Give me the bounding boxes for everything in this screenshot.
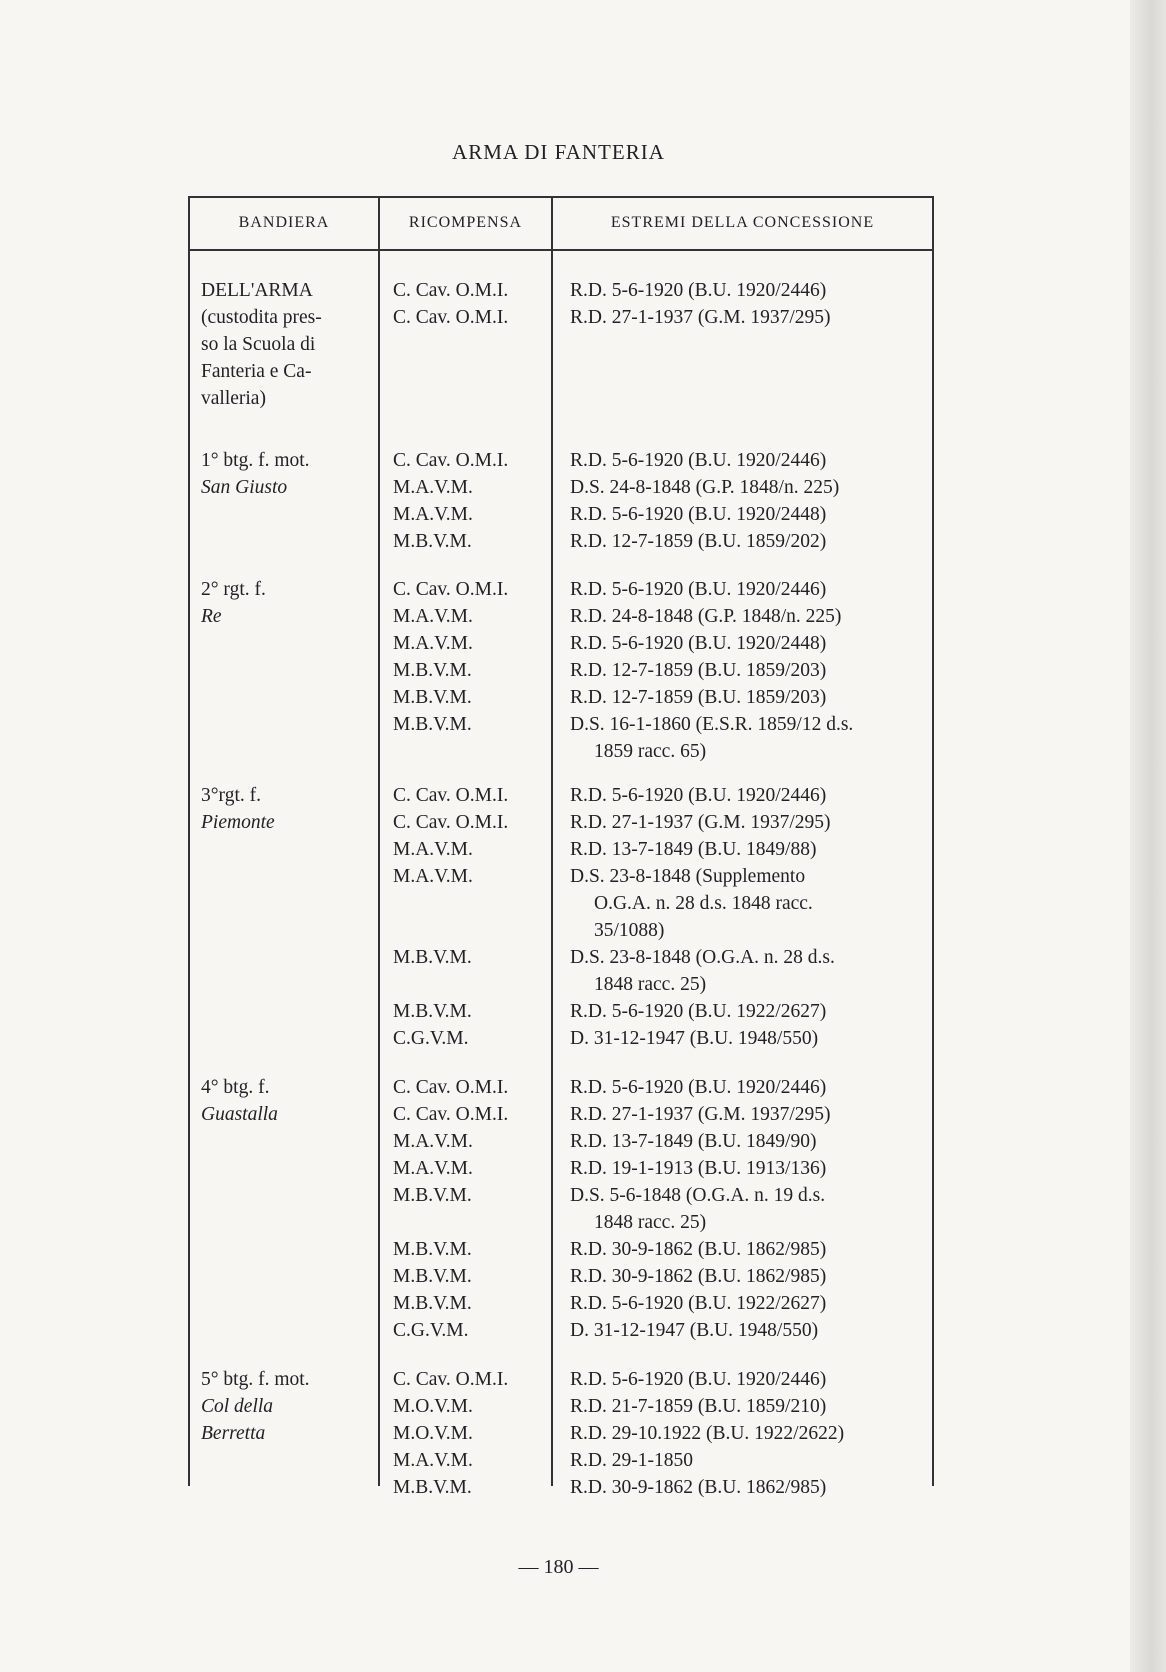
bandiera-line: 1° btg. f. mot. [201, 450, 310, 471]
header-ricompensa: RICOMPENSA [408, 214, 523, 231]
row-re-bandiera [201, 576, 266, 630]
estremi-line: R.D. 21-7-1859 (B.U. 1859/210) [570, 1396, 827, 1417]
bandiera-line: 3°rgt. f. [201, 785, 261, 806]
bandiera-line: 4° btg. f. [201, 1077, 270, 1098]
estremi-line: R.D. 5-6-1920 (B.U. 1920/2446) [570, 579, 827, 600]
estremi-line: R.D. 5-6-1920 (B.U. 1920/2446) [570, 450, 827, 471]
estremi-line: R.D. 29-10.1922 (B.U. 1922/2622) [570, 1423, 845, 1444]
ricompensa-line: M.B.V.M. [393, 1266, 472, 1287]
row-col-della-berretta-ricompensa [393, 1366, 508, 1501]
row-dellarma-ricompensa [393, 277, 508, 331]
ricompensa-line: C. Cav. O.M.I. [393, 450, 509, 471]
ricompensa-line: M.A.V.M. [393, 1131, 473, 1152]
ricompensa-line [393, 971, 508, 998]
estremi-line: R.D. 5-6-1920 (B.U. 1920/2446) [570, 1369, 827, 1390]
row-san-giusto-bandiera [201, 447, 310, 501]
row-dellarma-estremi [570, 277, 831, 331]
bandiera-name: Piemonte [201, 812, 275, 833]
estremi-line: R.D. 5-6-1920 (B.U. 1922/2627) [570, 1001, 827, 1022]
ricompensa-line: C. Cav. O.M.I. [393, 307, 509, 328]
header-estremi: ESTREMI DELLA CONCESSIONE [610, 214, 875, 231]
estremi-line: R.D. 30-9-1862 (B.U. 1862/985) [570, 1266, 827, 1287]
ricompensa-line: M.A.V.M. [393, 633, 473, 654]
ricompensa-line: M.B.V.M. [393, 687, 472, 708]
header-bandiera: BANDIERA [238, 214, 330, 231]
estremi-line: R.D. 12-7-1859 (B.U. 1859/202) [570, 531, 827, 552]
ricompensa-line: M.B.V.M. [393, 1239, 472, 1260]
ricompensa-line: M.B.V.M. [393, 1477, 472, 1498]
table-header-rule [190, 249, 932, 251]
estremi-line: R.D. 12-7-1859 (B.U. 1859/203) [570, 687, 827, 708]
table-divider-1 [378, 196, 380, 1486]
row-guastalla-bandiera [201, 1074, 278, 1128]
estremi-line: R.D. 27-1-1937 (G.M. 1937/295) [570, 812, 831, 833]
estremi-line: 35/1088) [594, 920, 665, 941]
estremi-line: O.G.A. n. 28 d.s. 1848 racc. [594, 893, 813, 914]
ricompensa-line: C.G.V.M. [393, 1028, 469, 1049]
bandiera-name: San Giusto [201, 477, 288, 498]
row-re-estremi [570, 576, 853, 765]
bandiera-line: DELL'ARMA [201, 280, 313, 301]
table-border-right [932, 196, 934, 1486]
ricompensa-line: M.A.V.M. [393, 1158, 473, 1179]
table-top-rule [188, 196, 934, 198]
estremi-line: D.S. 23-8-1848 (Supplemento [570, 866, 806, 887]
estremi-line: D.S. 5-6-1848 (O.G.A. n. 19 d.s. [570, 1185, 826, 1206]
estremi-line: R.D. 5-6-1920 (B.U. 1920/2446) [570, 785, 827, 806]
ricompensa-line: M.B.V.M. [393, 660, 472, 681]
row-guastalla-estremi [570, 1074, 831, 1344]
estremi-line: R.D. 24-8-1848 (G.P. 1848/n. 225) [570, 606, 842, 627]
table-divider-2 [551, 196, 553, 1486]
ricompensa-line: C. Cav. O.M.I. [393, 579, 509, 600]
ricompensa-line [393, 917, 508, 944]
estremi-line: D.S. 24-8-1848 (G.P. 1848/n. 225) [570, 477, 840, 498]
ricompensa-line: C.G.V.M. [393, 1320, 469, 1341]
row-piemonte-bandiera [201, 782, 275, 836]
ricompensa-line: M.B.V.M. [393, 714, 472, 735]
ricompensa-line [393, 890, 508, 917]
table-border-left [188, 196, 190, 1486]
estremi-line: R.D. 5-6-1920 (B.U. 1920/2448) [570, 504, 827, 525]
ricompensa-line: C. Cav. O.M.I. [393, 1369, 509, 1390]
estremi-line: D. 31-12-1947 (B.U. 1948/550) [570, 1320, 819, 1341]
estremi-line: R.D. 27-1-1937 (G.M. 1937/295) [570, 1104, 831, 1125]
estremi-line: R.D. 29-1-1850 [570, 1450, 693, 1471]
estremi-line: R.D. 5-6-1920 (B.U. 1922/2627) [570, 1293, 827, 1314]
estremi-line: R.D. 5-6-1920 (B.U. 1920/2446) [570, 1077, 827, 1098]
estremi-line: D.S. 23-8-1848 (O.G.A. n. 28 d.s. [570, 947, 835, 968]
ricompensa-line: M.A.V.M. [393, 606, 473, 627]
estremi-line: R.D. 30-9-1862 (B.U. 1862/985) [570, 1477, 827, 1498]
estremi-line: R.D. 30-9-1862 (B.U. 1862/985) [570, 1239, 827, 1260]
estremi-line: R.D. 5-6-1920 (B.U. 1920/2446) [570, 280, 827, 301]
estremi-line: R.D. 12-7-1859 (B.U. 1859/203) [570, 660, 827, 681]
row-piemonte-ricompensa [393, 782, 508, 1052]
bandiera-name: Guastalla [201, 1104, 278, 1125]
ricompensa-line: C. Cav. O.M.I. [393, 812, 509, 833]
ricompensa-line: M.O.V.M. [393, 1396, 473, 1417]
row-col-della-berretta-bandiera [201, 1366, 310, 1447]
bandiera-name: Re [201, 606, 222, 627]
bandiera-line: 5° btg. f. mot. [201, 1369, 310, 1390]
ricompensa-line: C. Cav. O.M.I. [393, 1104, 509, 1125]
row-san-giusto-ricompensa [393, 447, 508, 555]
estremi-line: R.D. 5-6-1920 (B.U. 1920/2448) [570, 633, 827, 654]
estremi-line: D.S. 16-1-1860 (E.S.R. 1859/12 d.s. [570, 714, 854, 735]
row-re-ricompensa [393, 576, 508, 738]
bandiera-name: Berretta [201, 1423, 266, 1444]
bandiera-line: so la Scuola di [201, 334, 316, 355]
ricompensa-line: M.B.V.M. [393, 1001, 472, 1022]
ricompensa-line: C. Cav. O.M.I. [393, 785, 509, 806]
page-title: ARMA DI FANTERIA [452, 140, 665, 164]
estremi-line: R.D. 19-1-1913 (B.U. 1913/136) [570, 1158, 827, 1179]
ricompensa-line: M.A.V.M. [393, 866, 473, 887]
ricompensa-line: M.A.V.M. [393, 504, 473, 525]
ricompensa-line: C. Cav. O.M.I. [393, 1077, 509, 1098]
bandiera-line: valleria) [201, 388, 266, 409]
row-col-della-berretta-estremi [570, 1366, 844, 1501]
ricompensa-line: M.A.V.M. [393, 1450, 473, 1471]
ricompensa-line: C. Cav. O.M.I. [393, 280, 509, 301]
ricompensa-line: M.B.V.M. [393, 531, 472, 552]
bandiera-line: Fanteria e Ca- [201, 361, 312, 382]
bandiera-line: 2° rgt. f. [201, 579, 266, 600]
ricompensa-line: M.B.V.M. [393, 1185, 472, 1206]
row-piemonte-estremi [570, 782, 835, 1052]
row-dellarma-bandiera [201, 277, 322, 412]
ricompensa-line [393, 1209, 508, 1236]
estremi-line: R.D. 13-7-1849 (B.U. 1849/90) [570, 1131, 817, 1152]
bandiera-name: Col della [201, 1396, 274, 1417]
estremi-line: R.D. 27-1-1937 (G.M. 1937/295) [570, 307, 831, 328]
page-number: — 180 — [518, 1556, 599, 1578]
ricompensa-line: M.O.V.M. [393, 1423, 473, 1444]
ricompensa-line: M.B.V.M. [393, 947, 472, 968]
row-guastalla-ricompensa [393, 1074, 508, 1344]
ricompensa-line: M.A.V.M. [393, 839, 473, 860]
estremi-line: 1848 racc. 25) [594, 974, 707, 995]
page-edge-shadow [1130, 0, 1166, 1672]
estremi-line: 1859 racc. 65) [594, 741, 707, 762]
bandiera-line: (custodita pres- [201, 307, 322, 328]
row-san-giusto-estremi [570, 447, 839, 555]
estremi-line: R.D. 13-7-1849 (B.U. 1849/88) [570, 839, 817, 860]
estremi-line: 1848 racc. 25) [594, 1212, 707, 1233]
ricompensa-line: M.B.V.M. [393, 1293, 472, 1314]
estremi-line: D. 31-12-1947 (B.U. 1948/550) [570, 1028, 819, 1049]
ricompensa-line: M.A.V.M. [393, 477, 473, 498]
